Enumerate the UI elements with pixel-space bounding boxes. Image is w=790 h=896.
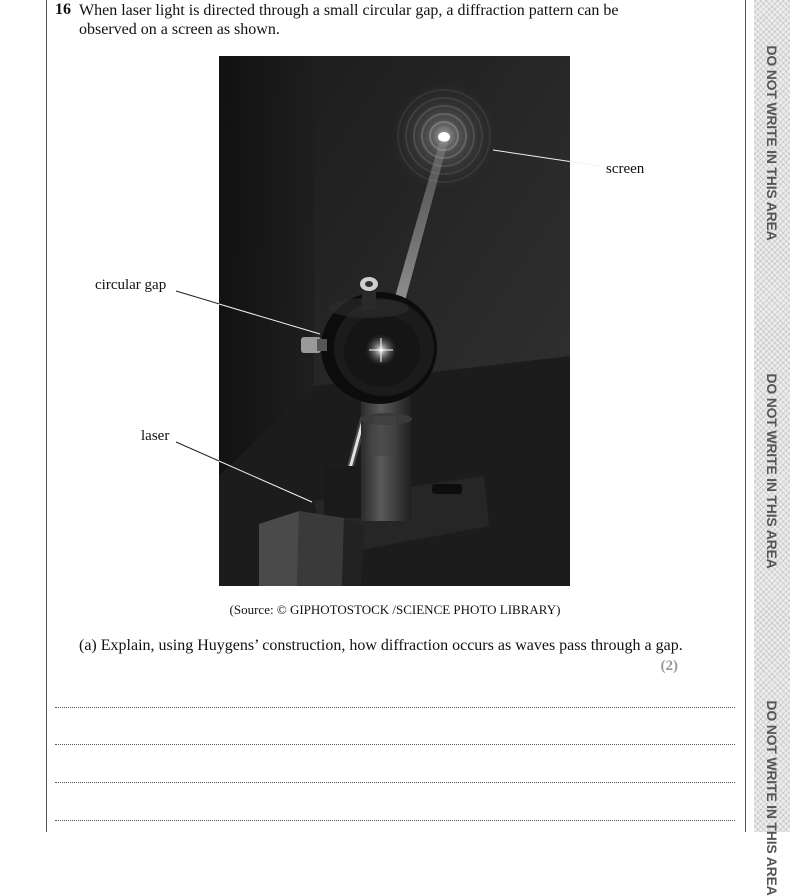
image-source-credit: (Source: © GIPHOTOSTOCK /SCIENCE PHOTO LIBRARY) — [229, 602, 561, 617]
part-a-marks: (2) — [660, 658, 678, 674]
part-a-question: (a) Explain, using Huygens’ construction, how diffraction occurs as waves pass through a gap. — [79, 637, 683, 654]
screen-leader-line — [493, 150, 600, 166]
label-circular-gap: circular gap — [95, 277, 167, 293]
margin-warning-2: DO NOT WRITE IN THIS AREA — [764, 373, 780, 569]
answer-line-3[interactable] — [55, 782, 735, 783]
label-screen: screen — [606, 161, 645, 177]
question-number: 16 — [55, 1, 71, 18]
answer-line-4[interactable] — [55, 820, 735, 821]
margin-warning-3: DO NOT WRITE IN THIS AREA — [764, 700, 780, 896]
gap-leader-line-inner — [219, 304, 320, 334]
margin-warning-1: DO NOT WRITE IN THIS AREA — [764, 45, 780, 241]
question-text: When laser light is directed through a small circular gap, a diffraction pattern can be observed on a screen as shown. — [79, 2, 619, 38]
label-laser: laser — [141, 428, 170, 444]
answer-line-2[interactable] — [55, 744, 735, 745]
answer-line-1[interactable] — [55, 707, 735, 708]
laser-leader-line-inner — [219, 461, 312, 502]
